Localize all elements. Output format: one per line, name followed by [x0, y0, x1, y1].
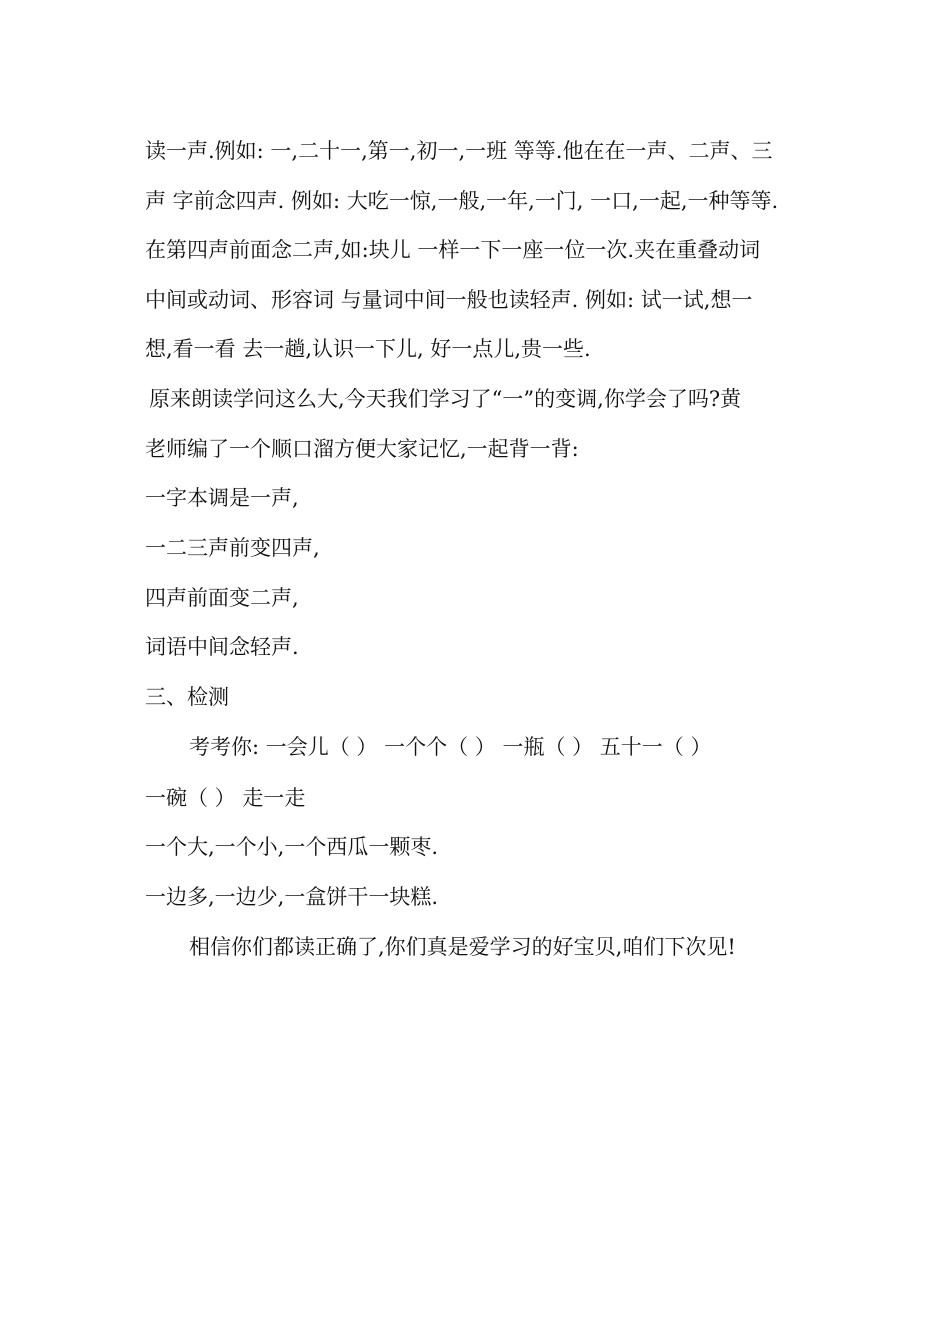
paragraph-line-7: 老师编了一个顺口溜方便大家记忆,一起背一背: — [145, 437, 579, 461]
closing-line: 相信你们都读正确了,你们真是爱学习的好宝贝,咱们下次见! — [189, 935, 736, 959]
rhyme-line-4: 词语中间念轻声. — [145, 635, 299, 659]
paragraph-line-4: 中间或动词、形容词 与量词中间一般也读轻声. 例如: 试一试,想一 — [145, 288, 753, 312]
quiz-line-1: 考考你: 一会儿（ ） 一个个（ ） 一瓶（ ） 五十一（ ） — [189, 735, 712, 759]
rhyme-line-1: 一字本调是一声, — [145, 486, 299, 510]
paragraph-line-1: 读一声.例如: 一,二十一,第一,初一,一班 等等.他在在一声、二声、三 — [145, 139, 773, 163]
practice-line-2: 一边多,一边少,一盒饼干一块糕. — [145, 885, 439, 909]
quiz-line-2: 一碗（ ） 走一走 — [145, 786, 306, 810]
practice-line-1: 一个大,一个小,一个西瓜一颗枣. — [145, 835, 439, 859]
paragraph-line-3: 在第四声前面念二声,如:块儿 一样一下一座一位一次.夹在重叠动词 — [145, 238, 761, 262]
rhyme-line-2: 一二三声前变四声, — [145, 536, 320, 560]
section-heading: 三、检测 — [145, 685, 229, 709]
paragraph-line-2: 声 字前念四声. 例如: 大吃一惊,一般,一年,一门, 一口,一起,一种等等. — [145, 189, 779, 213]
rhyme-line-3: 四声前面变二声, — [145, 586, 299, 610]
paragraph-line-5: 想,看一看 去一趟,认识一下儿, 好一点儿,贵一些. — [145, 337, 591, 361]
paragraph-line-6: 原来朗读学问这么大,今天我们学习了“一”的变调,你学会了吗?黄 — [149, 387, 742, 411]
